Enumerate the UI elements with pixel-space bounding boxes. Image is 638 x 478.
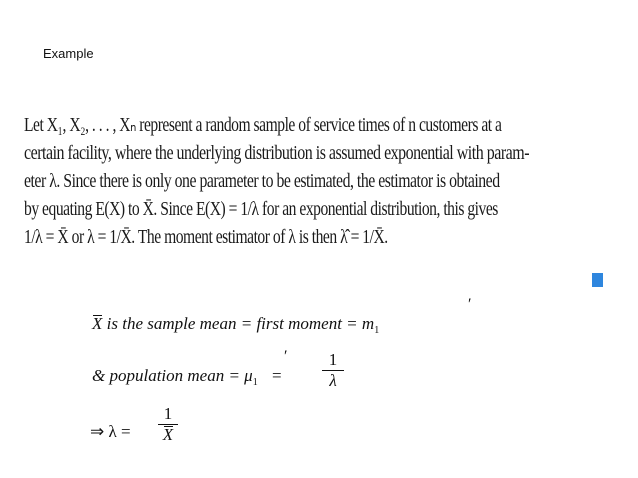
slide-title: Example: [43, 46, 94, 61]
fraction-numerator: 1: [163, 404, 173, 423]
fraction-one-over-lambda: [322, 350, 344, 391]
blue-square-marker: [592, 273, 603, 287]
equation-population-mean: [92, 366, 282, 388]
fraction-numerator: 1: [328, 350, 338, 369]
excerpt-line: certain facility, where the underlying distribution is assumed exponential with param-: [24, 143, 530, 164]
fraction-denominator: [158, 425, 178, 445]
excerpt-line: eter λ. Since there is only one parameter to be estimated, the estimator is obtained: [24, 171, 500, 192]
fraction-one-over-xbar: [158, 404, 178, 445]
prime-mark: ′: [283, 348, 287, 365]
prime-mark: ′: [467, 296, 471, 313]
excerpt-line: Let X₁, X₂, . . . , Xₙ represent a random sample of service times of n customers at a: [24, 115, 502, 136]
x-bar-symbol: X: [162, 425, 174, 444]
fraction-denominator: λ: [329, 371, 337, 390]
excerpt-line: by equating E(X) to X̄. Since E(X) = 1/λ for an exponential distribution, this gives: [24, 199, 498, 220]
equation-text: is the sample mean = first moment = m: [106, 314, 375, 333]
subscript: 1: [374, 325, 380, 336]
equation-lambda-estimator: [90, 422, 131, 442]
equation-lhs: ⇒ λ =: [90, 422, 131, 441]
equation-text: & population mean = μ: [92, 366, 253, 385]
textbook-excerpt: [24, 112, 616, 252]
equation-sample-mean: [92, 314, 379, 336]
x-bar-symbol: X: [92, 314, 103, 333]
subscript: 1: [252, 377, 258, 388]
excerpt-line: 1/λ = X̄ or λ = 1/X̄. The moment estimator of λ is then λ̂ = 1/X̄.: [24, 227, 388, 248]
equals-sign: =: [271, 366, 282, 385]
